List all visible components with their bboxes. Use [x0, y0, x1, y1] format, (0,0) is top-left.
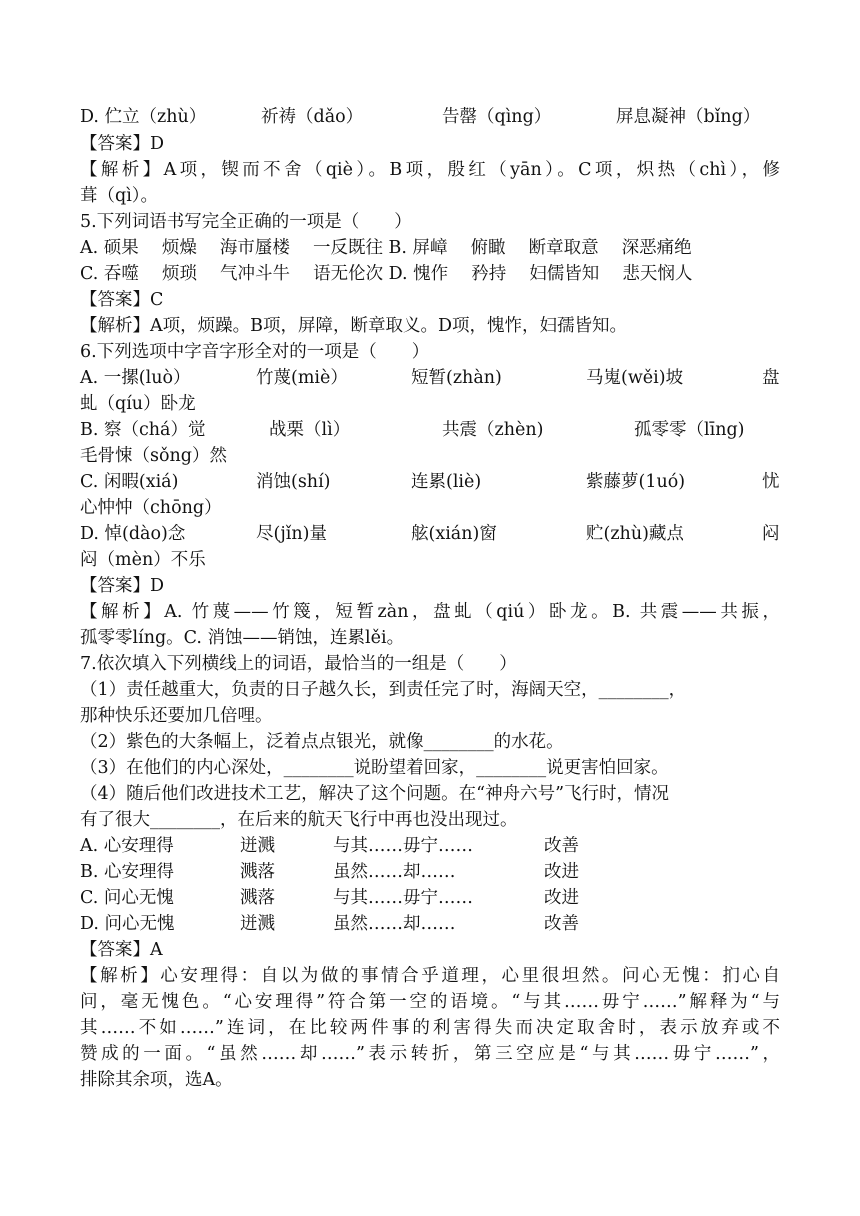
q6-a-item-2: 竹蔑(miè）: [256, 368, 348, 388]
q7-b-col-2: 溅落: [240, 862, 275, 882]
q7-stem: 7.依次填入下列横线上的词语，最恰当的一组是（ ）: [80, 654, 517, 674]
q6-d-item-4: 贮(zhù)藏点: [586, 524, 684, 544]
q4-d-item-1: D. 伫立（zhù）: [80, 107, 207, 127]
q7-option-a: [80, 833, 780, 859]
q7-c-col-3: 与其……毋宁……: [333, 888, 473, 908]
q7-d-col-2: 迸溅: [240, 914, 275, 934]
q7-sentence-2: （2）紫色的大条幅上，泛着点点银光，就像________的水花。: [80, 732, 564, 752]
q6-option-b: [80, 417, 780, 443]
q6-c-item-4: 紫藤萝(1uó): [586, 472, 686, 492]
q6-option-c-cont: 心忡忡（chōng）: [80, 498, 222, 518]
q4-d-item-2: 祈祷（dǎo）: [261, 107, 364, 127]
q6-a-item-5: 盘: [762, 368, 780, 388]
q7-analysis-line-4: 赞成的一面。“虽然……却……”表示转折，第三空应是“与其……毋宁……”，: [80, 1044, 780, 1064]
q7-b-col-4: 改进: [544, 862, 579, 882]
q5-options-ab: A. 硕果 烦燥 海市蜃楼 一反既往 B. 屏嶂 俯瞰 断章取意 深恶痛绝: [80, 238, 692, 258]
q7-a-col-2: 迸溅: [240, 836, 275, 856]
q7-d-col-3: 虽然……却……: [333, 914, 456, 934]
q7-c-col-4: 改进: [544, 888, 579, 908]
q7-sentence-1b: 那种快乐还要加几倍哩。: [80, 706, 273, 726]
q6-analysis-line-1: 【解析】A. 竹蔑——竹篾，短暂zàn，盘虬（qiú）卧龙。B. 共震——共振，: [80, 602, 780, 622]
q5-analysis: 【解析】A项，烦躁。B项，屏障，断章取义。D项，愧怍，妇孺皆知。: [80, 316, 628, 336]
q7-analysis-line-3: 其……不如……”连词，在比较两件事的利害得失而决定取舍时，表示放弃或不: [80, 1018, 780, 1038]
q6-b-item-1: B. 察（chá）觉: [80, 420, 206, 440]
q7-option-c: [80, 885, 780, 911]
q6-a-item-4: 马嵬(wěi)坡: [586, 368, 684, 388]
q6-a-item-3: 短暂(zhàn): [411, 368, 502, 388]
q6-option-a: [80, 365, 780, 391]
q7-c-col-2: 溅落: [240, 888, 275, 908]
q6-option-d: [80, 521, 780, 547]
q6-option-c: [80, 469, 780, 495]
q6-d-item-5: 闷: [762, 524, 780, 544]
q7-b-col-1: B. 心安理得: [80, 862, 174, 882]
q7-option-b: [80, 859, 780, 885]
q6-b-item-2: 战栗（lì）: [269, 420, 351, 440]
q6-analysis-line-2: 孤零零líng。C. 消蚀——销蚀，连累lěi。: [80, 628, 405, 648]
q7-a-col-4: 改善: [544, 836, 579, 856]
q5-answer: 【答案】C: [80, 290, 164, 310]
q6-d-item-2: 尽(jǐn)量: [256, 524, 327, 544]
q6-d-item-3: 舷(xián)窗: [411, 524, 497, 544]
q6-stem: 6.下列选项中字音字形全对的一项是（ ）: [80, 342, 430, 362]
q7-a-col-3: 与其……毋宁……: [333, 836, 473, 856]
q6-b-item-3: 共震（zhèn): [442, 420, 544, 440]
q6-c-item-1: C. 闲暇(xiá): [80, 472, 179, 492]
q7-sentence-3: （3）在他们的内心深处，________说盼望着回家，________说更害怕回家。: [80, 758, 669, 778]
q7-a-col-1: A. 心安理得: [80, 836, 174, 856]
q7-option-d: [80, 911, 780, 937]
q4-answer: 【答案】D: [80, 134, 165, 154]
q7-c-col-1: C. 问心无愧: [80, 888, 174, 908]
q7-sentence-4a: （4）随后他们改进技术工艺，解决了这个问题。在“神舟六号”飞行时，情况: [80, 784, 670, 804]
q4-analysis-line-1: 【解析】A项，锲而不舍（qiè）。B项，殷红（yān）。C项，炽热（chì），修: [80, 160, 780, 180]
q6-option-b-cont: 毛骨悚（sǒng）然: [80, 446, 227, 466]
q7-sentence-4b: 有了很大________，在后来的航天飞行中再也没出现过。: [80, 810, 518, 830]
q7-sentence-1a: （1）责任越重大，负责的日子越久长，到责任完了时，海阔天空，________，: [80, 680, 687, 700]
q6-b-item-4: 孤零零（līng): [634, 420, 745, 440]
q6-c-item-2: 消蚀(shí): [256, 472, 331, 492]
q6-option-d-cont: 闷（mèn）不乐: [80, 550, 206, 570]
q7-answer: 【答案】A: [80, 940, 163, 960]
q7-analysis-line-1: 【解析】心安理得：自以为做的事情合乎道理，心里很坦然。问心无愧：扪心自: [80, 966, 780, 986]
q6-option-a-cont: 虬（qíu）卧龙: [80, 394, 196, 414]
q4-option-d: [80, 104, 780, 130]
q4-analysis-line-2: 葺（qì）。: [80, 186, 159, 206]
q4-d-item-3: 告罄（qìng）: [442, 107, 552, 127]
q7-analysis-line-2: 问，毫无愧色。“心安理得”符合第一空的语境。“与其……毋宁……”解释为“与: [80, 992, 780, 1012]
q5-options-cd: C. 吞噬 烦琐 气冲斗牛 语无伦次 D. 愧作 矜持 妇儒皆知 悲天悯人: [80, 264, 693, 284]
q7-analysis-line-5: 排除其余项，选A。: [80, 1070, 233, 1090]
q6-a-item-1: A. 一摞(luò）: [80, 368, 191, 388]
q7-d-col-1: D. 问心无愧: [80, 914, 175, 934]
q6-d-item-1: D. 悼(dào)念: [80, 524, 186, 544]
q7-d-col-4: 改善: [544, 914, 579, 934]
q7-b-col-3: 虽然……却……: [333, 862, 456, 882]
q5-stem: 5.下列词语书写完全正确的一项是（ ）: [80, 212, 412, 232]
q6-c-item-5: 忧: [762, 472, 780, 492]
q4-d-item-4: 屏息凝神（bǐng）: [616, 107, 761, 127]
q6-c-item-3: 连累(liè): [411, 472, 482, 492]
q6-answer: 【答案】D: [80, 576, 165, 596]
